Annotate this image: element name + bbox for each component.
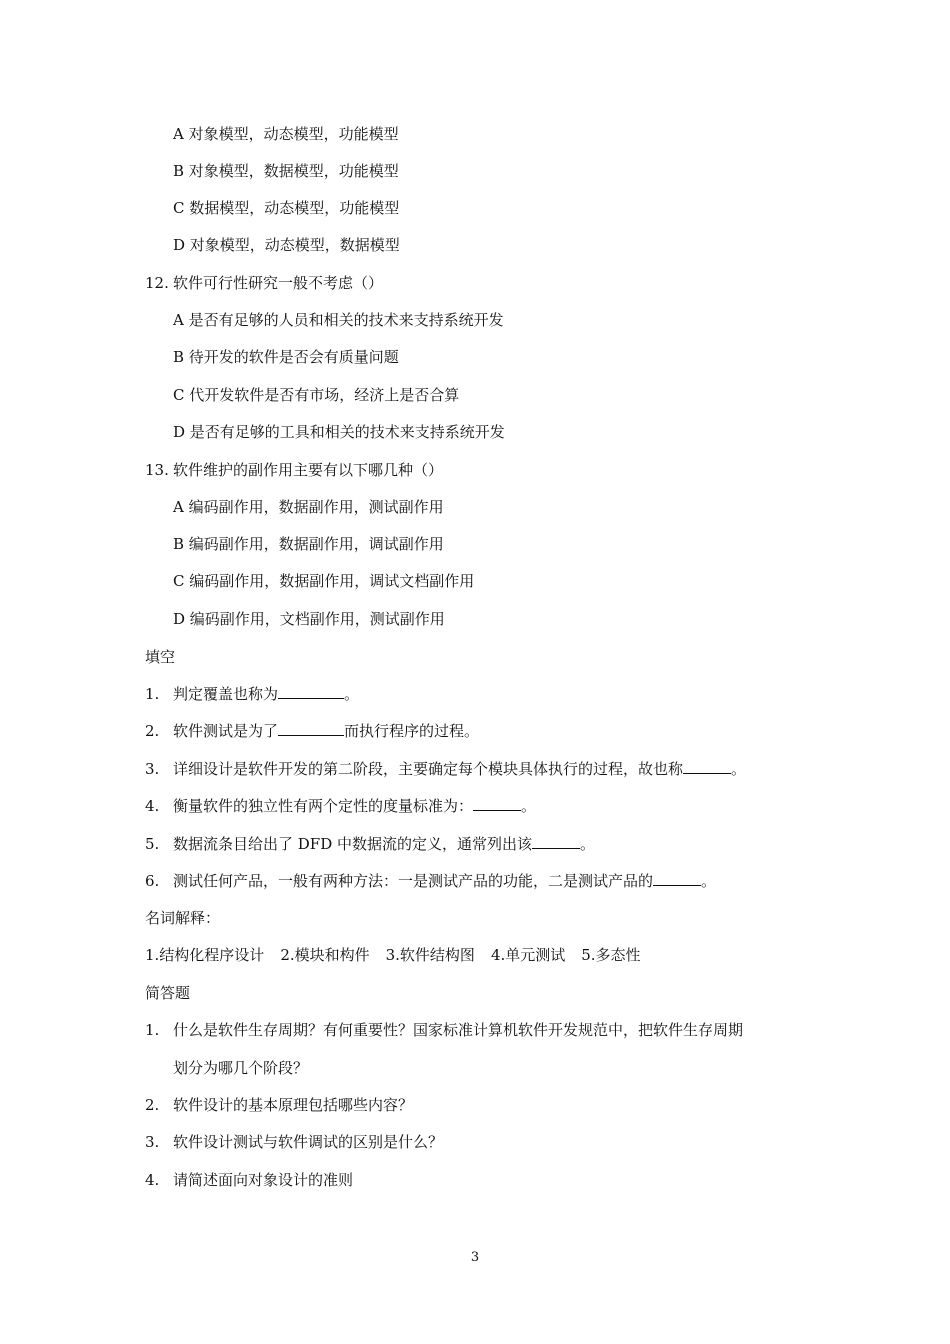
term-item: 2.模块和构件 bbox=[280, 946, 370, 964]
q12-number: 12. bbox=[145, 274, 169, 292]
fill-item-6 bbox=[145, 871, 716, 891]
fill-item-number: 1. bbox=[145, 685, 160, 703]
q11-option-b: B 对象模型，数据模型，功能模型 bbox=[173, 162, 399, 180]
short-item-1-continued: 划分为哪几个阶段？ bbox=[173, 1059, 309, 1077]
short-item-number: 1. bbox=[145, 1021, 160, 1039]
q13-stem bbox=[145, 460, 443, 480]
q12-option-a: A 是否有足够的人员和相关的技术来支持系统开发 bbox=[173, 311, 504, 329]
q13-number: 13. bbox=[145, 461, 169, 479]
fill-item-3 bbox=[145, 759, 746, 779]
fill-item-suffix: 。 bbox=[344, 685, 360, 703]
term-item: 3.软件结构图 bbox=[385, 946, 475, 964]
answer-blank bbox=[278, 721, 344, 736]
q11-option-a: A 对象模型，动态模型，功能模型 bbox=[173, 125, 399, 143]
short-item-2 bbox=[145, 1095, 413, 1115]
short-item-number: 2. bbox=[145, 1096, 160, 1114]
term-item: 1.结构化程序设计 bbox=[145, 946, 265, 964]
fill-item-text: 衡量软件的独立性有两个定性的度量标准为： bbox=[173, 797, 474, 815]
fill-item-text: 数据流条目给出了 DFD 中数据流的定义，通常列出该 bbox=[173, 835, 532, 853]
q13-text: 软件维护的副作用主要有以下哪几种（） bbox=[173, 461, 444, 479]
fill-item-number: 4. bbox=[145, 797, 160, 815]
q11-option-d: D 对象模型，动态模型，数据模型 bbox=[173, 236, 400, 254]
fill-item-4 bbox=[145, 796, 536, 816]
answer-blank bbox=[683, 759, 731, 774]
q13-option-b: B 编码副作用，数据副作用，调试副作用 bbox=[173, 535, 444, 553]
answer-blank bbox=[532, 834, 580, 849]
terms-list bbox=[145, 945, 657, 965]
term-item: 4.单元测试 bbox=[490, 946, 566, 964]
term-item: 5.多态性 bbox=[581, 946, 641, 964]
short-item-text: 请简述面向对象设计的准则 bbox=[173, 1171, 354, 1189]
short-item-3 bbox=[145, 1132, 443, 1152]
short-item-4 bbox=[145, 1170, 353, 1190]
page-number: 3 bbox=[470, 1250, 480, 1265]
terms-heading: 名词解释： bbox=[145, 909, 221, 927]
q13-option-c: C 编码副作用，数据副作用，调试文档副作用 bbox=[173, 572, 475, 590]
q12-text: 软件可行性研究一般不考虑（） bbox=[173, 274, 384, 292]
short-item-text: 软件设计测试与软件调试的区别是什么？ bbox=[173, 1133, 444, 1151]
fill-item-text: 判定覆盖也称为 bbox=[173, 685, 279, 703]
answer-blank bbox=[473, 796, 521, 811]
fill-item-5 bbox=[145, 834, 595, 854]
short-item-text: 什么是软件生存周期？有何重要性？国家标准计算机软件开发规范中，把软件生存周期 bbox=[173, 1021, 744, 1039]
q12-option-c: C 代开发软件是否有市场，经济上是否合算 bbox=[173, 386, 460, 404]
short-item-number: 3. bbox=[145, 1133, 160, 1151]
fill-item-suffix: 。 bbox=[731, 760, 747, 778]
short-item-1 bbox=[145, 1020, 743, 1040]
short-item-number: 4. bbox=[145, 1171, 160, 1189]
fill-heading: 填空 bbox=[145, 648, 176, 666]
q11-option-c: C 数据模型，动态模型，功能模型 bbox=[173, 199, 400, 217]
fill-item-text: 详细设计是软件开发的第二阶段，主要确定每个模块具体执行的过程，故也称 bbox=[173, 760, 684, 778]
short-item-text: 软件设计的基本原理包括哪些内容？ bbox=[173, 1096, 414, 1114]
fill-item-number: 5. bbox=[145, 835, 160, 853]
fill-item-2 bbox=[145, 721, 479, 741]
fill-item-suffix: 而执行程序的过程。 bbox=[344, 722, 480, 740]
fill-item-suffix: 。 bbox=[701, 872, 717, 890]
short-heading: 简答题 bbox=[145, 984, 191, 1002]
answer-blank bbox=[653, 871, 701, 886]
fill-item-number: 2. bbox=[145, 722, 160, 740]
fill-item-1 bbox=[145, 684, 359, 704]
q13-option-a: A 编码副作用，数据副作用，测试副作用 bbox=[173, 498, 444, 516]
fill-item-text: 测试任何产品，一般有两种方法：一是测试产品的功能，二是测试产品的 bbox=[173, 872, 654, 890]
q12-stem bbox=[145, 273, 383, 293]
fill-item-number: 6. bbox=[145, 872, 160, 890]
fill-item-suffix: 。 bbox=[521, 797, 537, 815]
q12-option-d: D 是否有足够的工具和相关的技术来支持系统开发 bbox=[173, 423, 505, 441]
fill-item-text: 软件测试是为了 bbox=[173, 722, 279, 740]
q13-option-d: D 编码副作用，文档副作用，测试副作用 bbox=[173, 610, 445, 628]
q12-option-b: B 待开发的软件是否会有质量问题 bbox=[173, 348, 399, 366]
fill-item-number: 3. bbox=[145, 760, 160, 778]
fill-item-suffix: 。 bbox=[580, 835, 596, 853]
answer-blank bbox=[278, 684, 344, 699]
